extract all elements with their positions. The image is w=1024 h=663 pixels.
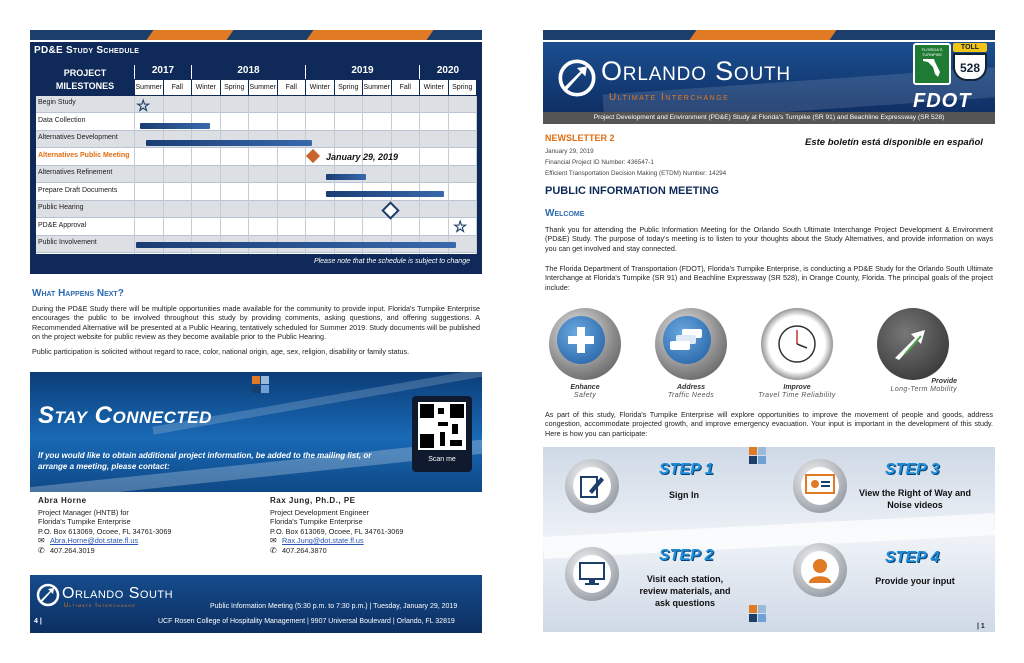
goal-safety (545, 308, 625, 418)
fdot-logo: FDOT (913, 90, 972, 112)
email-icon: ✉ (270, 536, 277, 546)
step-2-icon (565, 547, 619, 601)
highway-arrow-icon (891, 324, 931, 364)
route-number: 528 (953, 53, 987, 81)
year-label: 2020 (419, 65, 476, 79)
grid-line (191, 96, 192, 254)
season-label: Winter (191, 80, 220, 95)
contact-name: Abra Horne (38, 496, 87, 505)
footer-venue-line: UCF Rosen College of Hospitality Management | 9907 Universal Boulevard | Orlando, FL 32819 (158, 618, 455, 625)
year-label: 2017 (134, 65, 191, 79)
contact-org: Florida's Turnpike Enterprise (270, 517, 363, 527)
page-number: | 1 (977, 623, 985, 630)
grid-line (448, 96, 449, 254)
step-3-label: STEP 3 (885, 461, 940, 478)
grid-line (277, 96, 278, 254)
left-page (30, 30, 482, 636)
left-footer (30, 575, 482, 633)
welcome-body: Thank you for attending the Public Information Meeting for the Orlando South Ultimate Interchange Project Development & Environment (PD&E) Study. The purpose of today's meeting is to listen to your thoughts about the Study Alternatives, and provide information on ways you can get involved and stay connected. (545, 225, 993, 253)
contact-card (38, 496, 238, 556)
goal-mobility (873, 308, 957, 418)
goal-title: Provide (931, 378, 957, 385)
decor-square (749, 614, 757, 622)
decor-square (758, 614, 766, 622)
contact-org: Florida's Turnpike Enterprise (38, 517, 131, 527)
goal-subtitle: Long-Term Mobility (890, 386, 957, 393)
milestone-row (36, 114, 476, 131)
begin-star-icon: ☆ (136, 98, 151, 115)
nondiscrimination-note: Public participation is solicited without regard to race, color, national origin, age, sex, religion, disability or family status. (32, 347, 410, 356)
decor-square (749, 447, 757, 455)
sign-in-pencil-icon (579, 473, 605, 499)
season-label: Fall (163, 80, 192, 95)
alternatives-refinement-bar (326, 174, 366, 180)
goal-title: Address (676, 384, 705, 391)
stay-connected-title: Stay Connected (38, 402, 212, 429)
grid-line (305, 96, 306, 254)
milestone-label: Alternatives Public Meeting (38, 151, 130, 159)
schedule-header (36, 64, 476, 96)
goal-traffic (651, 308, 731, 418)
milestone-label: Alternatives Development (38, 134, 118, 141)
decor-square (758, 447, 766, 455)
schedule-panel (30, 42, 482, 274)
step-3-text: View the Right of Way and Noise videos (858, 488, 971, 510)
what-happens-next-title: What Happens Next? (32, 288, 124, 299)
season-label: Spring (220, 80, 249, 95)
contact-phone: 407.264.3019 (50, 545, 95, 555)
video-screen-icon (805, 474, 835, 498)
goal-subtitle: Traffic Needs (667, 392, 715, 399)
study-subtitle-bar: Project Development and Environment (PD&E) Study at Florida's Turnpike (SR 91) and Beachline Expressway (SR 528) (543, 112, 995, 124)
milestone-label: Begin Study (38, 99, 76, 106)
contact-name: Rax Jung, Ph.D., PE (270, 496, 356, 505)
grid-line (163, 96, 164, 254)
public-involvement-bar (136, 242, 456, 248)
grid-line (134, 96, 135, 254)
goal-title: Improve (783, 384, 811, 391)
contact-role: Project Manager (HNTB) for (38, 507, 129, 517)
logo-subtitle: Ultimate Interchange (609, 92, 730, 103)
step-1-text: Sign In (669, 490, 699, 500)
schedule-footnote: Please note that the schedule is subject to change (36, 254, 476, 270)
top-stripe (543, 30, 995, 40)
step-1-label: STEP 1 (659, 461, 714, 478)
contact-email-link[interactable]: Abra.Horne@dot.state.fl.us (50, 536, 139, 546)
newsletter-date: January 29, 2019 (545, 148, 594, 155)
grid-line (419, 96, 420, 254)
step-2-label: STEP 2 (659, 547, 714, 564)
milestone-label: Prepare Draft Documents (38, 186, 118, 194)
logo-title: Orlando South (62, 585, 174, 602)
stay-connected-subtitle: If you would like to obtain additional project information, be added to the mailing list, or arrange a meeting, please contact: (38, 451, 372, 471)
grid-line (220, 96, 221, 254)
milestone-label: Alternatives Refinement (38, 169, 113, 176)
welcome-title: Welcome (545, 208, 585, 219)
decor-square (261, 385, 269, 393)
schedule-grid (36, 64, 476, 270)
grid-line (476, 96, 477, 254)
interchange-logo-icon (36, 583, 60, 607)
page-number: 4 | (34, 618, 42, 625)
contact-card (270, 496, 480, 556)
season-label: Spring (334, 80, 363, 95)
decor-square (252, 376, 260, 384)
qr-code-icon (418, 402, 466, 450)
page-title: PUBLIC INFORMATION MEETING (545, 185, 719, 197)
milestone-label: Public Hearing (38, 204, 84, 211)
year-label: 2019 (305, 65, 419, 79)
contact-role: Project Development Engineer (270, 507, 369, 517)
season-label: Fall (277, 80, 306, 95)
goal-subtitle: Travel Time Reliability (758, 392, 836, 399)
step-1-icon (565, 459, 619, 513)
financial-project-id: Financial Project ID Number: 436547-1 (545, 159, 654, 166)
season-label: Fall (391, 80, 420, 95)
turnpike-shield-label: FLORIDA'S TURNPIKE (921, 47, 943, 57)
goal-subtitle: Safety (573, 392, 597, 399)
what-happens-next-body: During the PD&E Study there will be multiple opportunities made available for the community to provide input. Florida's Turnpike Enterprise encourages the public to be involved throughout this study by providing comments, asking questions, and offering suggestions. A Recommended Alternative will be presented at a Public Hearing, tentatively scheduled for Summer 2019. Study documents will be published on the project website for public review as they become available prior to the Public Hearing. (32, 304, 480, 342)
masthead (543, 42, 995, 112)
milestones-header: PROJECT MILESTONES (55, 68, 115, 91)
step-2-text: Visit each station, review materials, and ask questions (639, 574, 731, 608)
milestone-row (36, 149, 476, 166)
participation-intro: As part of this study, Florida's Turnpike Enterprise will explore opportunities to improve the movement of people and goods, address congestion, accommodate projected growth, and improve emergency evacuation. Your input is important in the development of this study. Here is how you can participate: (545, 410, 993, 438)
footer-meeting-line: Public Information Meeting (5:30 p.m. to 7:30 p.m.) | Tuesday, January 29, 2019 (210, 603, 458, 610)
milestone-row (36, 96, 476, 113)
top-stripe (30, 30, 482, 40)
contact-address: P.O. Box 613069, Ocoee, FL 34761-3069 (38, 526, 172, 536)
person-speaking-icon (806, 556, 834, 584)
logo-subtitle: Ultimate Interchange (64, 603, 136, 609)
steps-panel (543, 447, 995, 632)
schedule-title: PD&E Study Schedule (34, 45, 140, 56)
season-label: Summer (134, 80, 163, 95)
contact-email-link[interactable]: Rax.Jung@dot.state.fl.us (282, 536, 364, 546)
logo-title: Orlando South (601, 56, 791, 86)
qr-label: Scan me (428, 456, 456, 463)
etdm-number: Efficient Transportation Decision Making (ETDM) Number: 14294 (545, 170, 727, 177)
year-label: 2018 (191, 65, 305, 79)
grid-line (248, 96, 249, 254)
season-label: Winter (419, 80, 448, 95)
right-page (543, 30, 995, 636)
medical-cross-icon (566, 325, 596, 355)
decor-square (261, 376, 269, 384)
milestone-row (36, 201, 476, 218)
stay-connected-banner (30, 372, 482, 492)
approval-star-icon: ☆ (453, 219, 468, 236)
meeting-date-label: January 29, 2019 (326, 152, 399, 162)
milestone-label: Data Collection (38, 116, 86, 124)
computer-monitor-icon (579, 562, 605, 586)
goal-travel-time (757, 308, 837, 418)
qr-code[interactable] (412, 396, 472, 472)
traffic-cars-icon (670, 327, 704, 353)
step-4-icon (793, 543, 847, 597)
turnpike-shield (913, 43, 951, 85)
season-label: Winter (305, 80, 334, 95)
spanish-availability-note: Este boletín está disponible en español (805, 137, 983, 148)
toll-label: TOLL (953, 43, 987, 52)
decor-square (749, 605, 757, 613)
data-collection-bar (140, 123, 210, 129)
milestone-label: PD&E Approval (38, 221, 87, 229)
contact-phone: 407.264.3870 (282, 545, 327, 555)
goal-title: Enhance (570, 384, 600, 391)
alternatives-development-bar (146, 140, 312, 146)
toll-528-shield (953, 43, 987, 83)
newsletter-title: NEWSLETTER 2 (545, 133, 615, 143)
season-label: Summer (362, 80, 391, 95)
milestone-row (36, 219, 476, 236)
email-icon: ✉ (38, 536, 45, 546)
decor-square (758, 456, 766, 464)
season-label: Spring (448, 80, 477, 95)
phone-icon: ✆ (38, 545, 45, 555)
season-label: Summer (248, 80, 277, 95)
step-4-label: STEP 4 (885, 549, 940, 566)
florida-map-icon (922, 57, 942, 79)
step-4-text: Provide your input (875, 576, 955, 586)
decor-square (758, 605, 766, 613)
goals-intro: The Florida Department of Transportation (FDOT), Florida's Turnpike Enterprise, is conducting a PD&E Study for the Orlando South Ultimate Interchange at Florida's Turnpike (SR 91) and Beachline Expressway (SR 528), in Orange County, Florida. The principal goals of the project include: (545, 264, 993, 292)
stopwatch-icon (775, 322, 819, 366)
milestone-label: Public Involvement (38, 239, 97, 246)
contact-address: P.O. Box 613069, Ocoee, FL 34761-3069 (270, 526, 404, 536)
step-3-icon (793, 459, 847, 513)
interchange-logo-icon (557, 58, 597, 98)
draft-documents-bar (326, 191, 444, 197)
decor-square (749, 456, 757, 464)
phone-icon: ✆ (270, 545, 277, 555)
decor-square (252, 385, 260, 393)
milestone-row (36, 166, 476, 183)
grid-line (391, 96, 392, 254)
